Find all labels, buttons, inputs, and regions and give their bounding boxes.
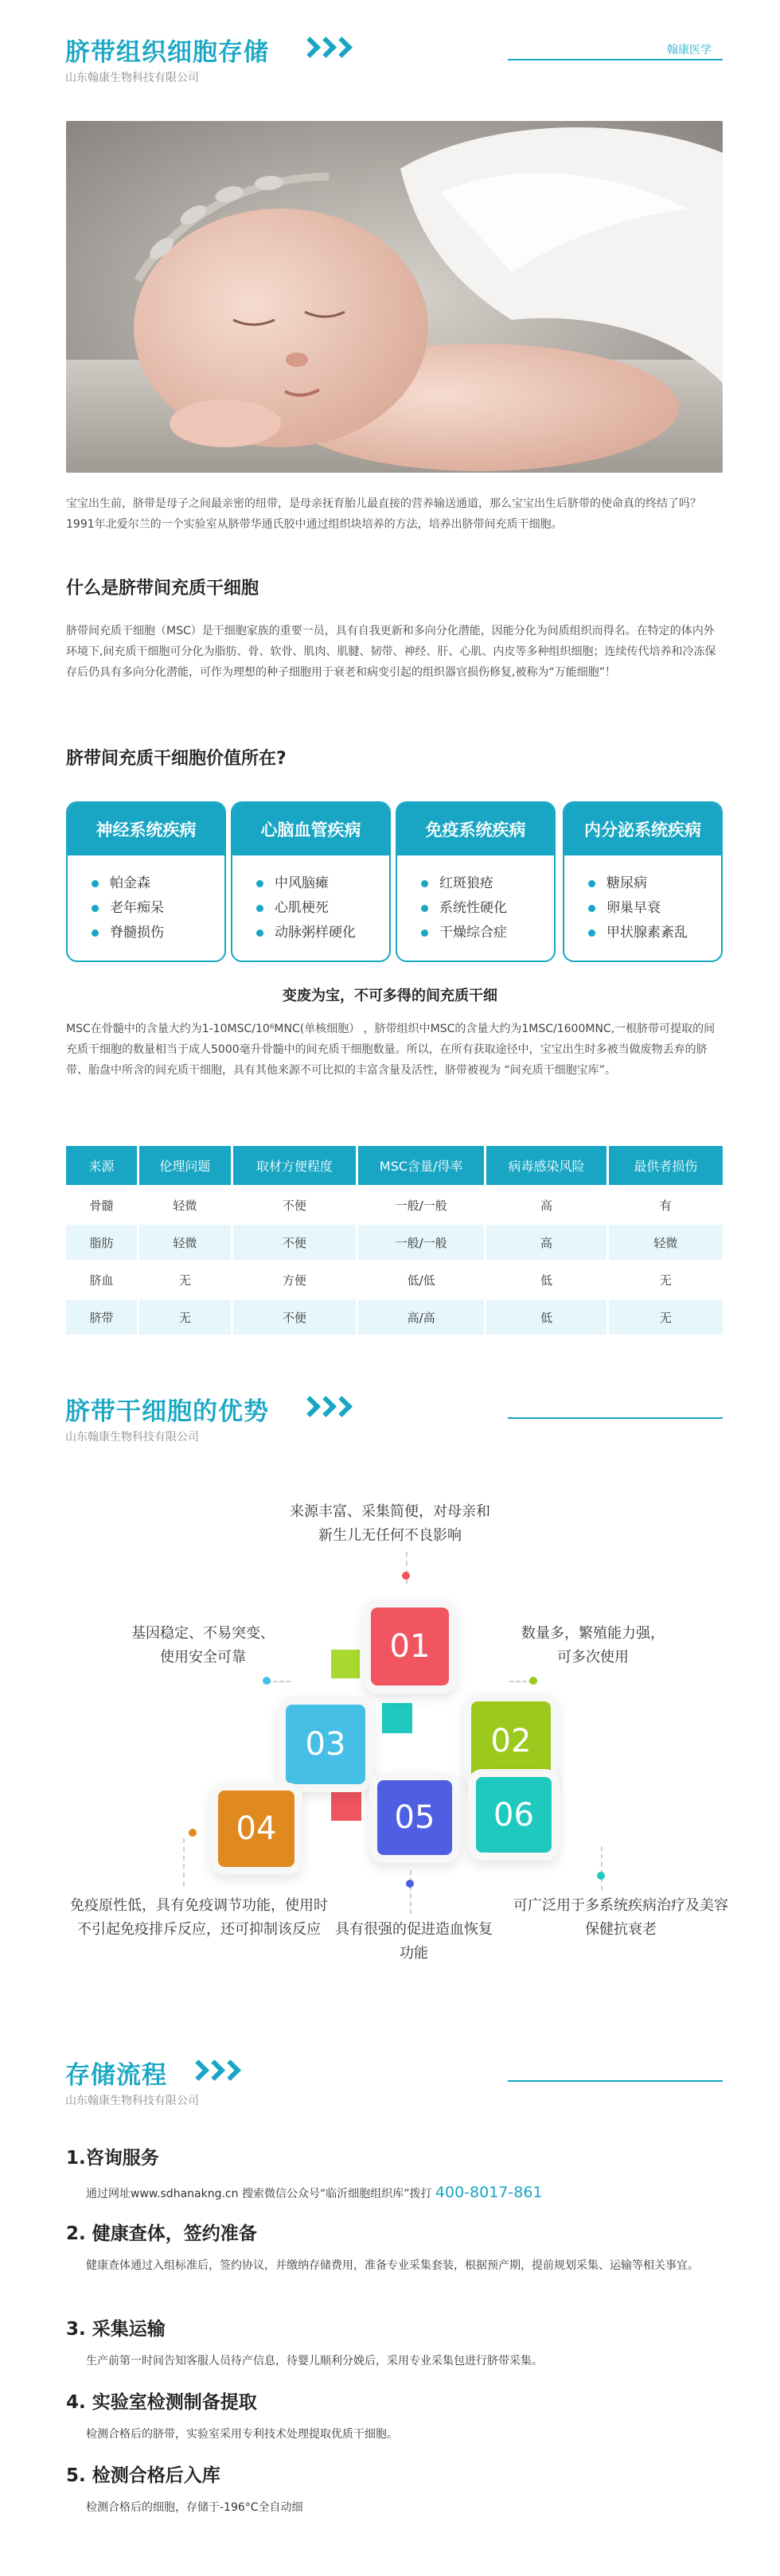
card-item: 糖尿病 xyxy=(588,871,721,896)
table-header-cell: MSC含量/得率 xyxy=(358,1146,484,1185)
table-cell: 骨髓 xyxy=(66,1187,137,1222)
table-cell: 一般/一般 xyxy=(358,1187,484,1222)
table-row xyxy=(66,1300,723,1335)
table-header-cell: 来源 xyxy=(66,1146,137,1185)
card-item: 心肌梗死 xyxy=(256,896,389,921)
advantage-tile-06 xyxy=(476,1777,552,1853)
chevrons-decoration xyxy=(302,37,350,59)
table-header-row xyxy=(66,1146,723,1185)
table-cell: 脐血 xyxy=(66,1262,137,1297)
connector-line xyxy=(410,1870,411,1914)
value-heading: 脐带间充质干细胞价值所在? xyxy=(66,749,287,769)
card-title: 内分泌系统疾病 xyxy=(564,803,721,855)
advantage-text-6: 可广泛用于多系统疾病治疗及美容保健抗衰老 xyxy=(513,1897,728,1938)
advantage-text-2: 数量多，繁殖能力强，可多次使用 xyxy=(521,1625,665,1666)
phone-number[interactable]: 400-8017-861 xyxy=(435,2184,543,2201)
connector-dot xyxy=(263,1677,271,1685)
step-text: 检测合格后的细胞，存储于-196°C全自动细 xyxy=(86,2501,303,2514)
step-text: 健康查体通过入组标准后，签约协议，并缴纳存储费用，准备专业采集套装，根据预产期，提前规划采集、运输等相关事宜。 xyxy=(86,2259,699,2272)
card-item: 红斑狼疮 xyxy=(421,871,554,896)
bullet-dot-icon xyxy=(588,905,595,912)
step-title: 5. 检测合格后入库 xyxy=(66,2465,220,2486)
bullet-dot-icon xyxy=(588,929,595,937)
table-cell: 有 xyxy=(609,1187,723,1222)
bullet-dot-icon xyxy=(92,905,99,912)
comparison-table xyxy=(64,1144,725,1337)
sleeping-baby-photo xyxy=(66,121,723,473)
table-cell: 无 xyxy=(139,1300,231,1335)
chevron-right-icon xyxy=(334,37,350,56)
process-title: 存储流程 xyxy=(65,2061,167,2090)
company-name: 山东翰康生物科技有限公司 xyxy=(65,72,199,84)
step-title: 1.咨询服务 xyxy=(66,2148,159,2169)
table-cell: 无 xyxy=(139,1262,231,1297)
bullet-dot-icon xyxy=(421,880,428,887)
card-title: 免疫系统疾病 xyxy=(397,803,554,855)
advantage-tile-02 xyxy=(471,1701,551,1781)
table-header-cell: 病毒感染风险 xyxy=(486,1146,606,1185)
advantage-tile-05 xyxy=(377,1780,452,1855)
advantages-company: 山东翰康生物科技有限公司 xyxy=(65,1431,199,1444)
tile-number: 03 xyxy=(305,1726,346,1763)
connector-dot xyxy=(529,1677,537,1685)
table-cell: 不便 xyxy=(233,1300,356,1335)
table-row xyxy=(66,1187,723,1222)
bullet-dot-icon xyxy=(92,880,99,887)
table-row xyxy=(66,1225,723,1260)
bullet-dot-icon xyxy=(256,905,263,912)
advantage-text-5: 具有很强的促进造血恢复功能 xyxy=(335,1921,493,1962)
table-header-cell: 取材方便程度 xyxy=(233,1146,356,1185)
what-is-heading: 什么是脐带间充质干细胞 xyxy=(66,579,259,598)
step-text: 通过网址www.sdhanakng.cn 搜索微信公众号“临沂细胞组织库”拨打 400-8017-861 xyxy=(86,2184,543,2201)
table-cell: 高/高 xyxy=(358,1300,484,1335)
card-item: 老年痴呆 xyxy=(92,896,224,921)
chevron-right-icon xyxy=(223,2060,239,2079)
tile-number: 06 xyxy=(493,1796,534,1834)
decorative-square xyxy=(382,1703,412,1733)
card-item: 干燥综合症 xyxy=(421,921,554,945)
table-cell: 不便 xyxy=(233,1225,356,1260)
table-cell: 高 xyxy=(486,1225,606,1260)
connector-dot xyxy=(189,1829,197,1837)
value-card-endocrine xyxy=(563,801,723,962)
tile-number: 05 xyxy=(394,1799,435,1836)
table-row xyxy=(66,1262,723,1297)
table-cell: 一般/一般 xyxy=(358,1225,484,1260)
advantages-rule xyxy=(508,1417,723,1419)
table-cell: 方便 xyxy=(233,1262,356,1297)
table-cell: 低 xyxy=(486,1262,606,1297)
card-item: 脊髓损伤 xyxy=(92,921,224,945)
step-title: 2. 健康查体，签约准备 xyxy=(66,2223,257,2244)
connector-line xyxy=(183,1838,185,1886)
connector-line xyxy=(601,1846,603,1890)
card-item: 系统性硬化 xyxy=(421,896,554,921)
decorative-square xyxy=(331,1791,361,1821)
header-rule xyxy=(508,59,723,60)
table-cell: 高 xyxy=(486,1187,606,1222)
what-is-paragraph: 脐带间充质干细胞（MSC）是干细胞家族的重要一员，具有自我更新和多向分化潜能，因能分化为间质组织而得名。在特定的体内外环境下,间充质干细胞可分化为脂肪、骨、软骨、肌肉、肌腱、韧带、神经、肝、心肌、内皮等多种组织细胞；连续传代培养和冷冻保存后仍具有多向分化潜能，可作为理想的种子细胞用于衰老和病变引起的组织器官损伤修复,被称为“万能细胞”！ xyxy=(66,625,716,679)
table-cell: 轻微 xyxy=(609,1225,723,1260)
table-cell: 低/低 xyxy=(358,1262,484,1297)
chevron-right-icon xyxy=(334,1396,350,1415)
card-item: 中风脑瘫 xyxy=(256,871,389,896)
table-cell: 无 xyxy=(609,1300,723,1335)
table-header-cell: 伦理问题 xyxy=(139,1146,231,1185)
advantage-tile-04 xyxy=(218,1791,294,1867)
card-item: 甲状腺素紊乱 xyxy=(588,921,721,945)
page-title: 脐带组织细胞存储 xyxy=(65,38,269,67)
tile-number: 02 xyxy=(490,1723,532,1760)
bullet-dot-icon xyxy=(92,929,99,937)
table-cell: 脂肪 xyxy=(66,1225,137,1260)
advantage-text-3: 基因稳定、不易突变、使用安全可靠 xyxy=(131,1625,275,1666)
connector-dot xyxy=(402,1572,410,1580)
table-cell: 轻微 xyxy=(139,1187,231,1222)
card-item: 卵巢早衰 xyxy=(588,896,721,921)
bullet-dot-icon xyxy=(421,929,428,937)
card-title: 心脑血管疾病 xyxy=(232,803,389,855)
bullet-dot-icon xyxy=(421,905,428,912)
step-text: 生产前第一时间告知客服人员待产信息，待婴儿顺利分娩后，采用专业采集包进行脐带采集。 xyxy=(86,2355,543,2368)
value-card-cardio xyxy=(231,801,391,962)
process-rule xyxy=(508,2080,723,2082)
chevrons-decoration xyxy=(302,1396,350,1418)
card-item: 动脉粥样硬化 xyxy=(256,921,389,945)
bullet-dot-icon xyxy=(588,880,595,887)
table-cell: 无 xyxy=(609,1262,723,1297)
value-card-immune xyxy=(396,801,556,962)
decorative-square xyxy=(331,1650,360,1678)
table-cell: 不便 xyxy=(233,1187,356,1222)
brand-label: 翰康医学 xyxy=(667,44,712,57)
tile-number: 01 xyxy=(389,1628,431,1665)
table-cell: 低 xyxy=(486,1300,606,1335)
advantage-text-1: 来源丰富、采集简便，对母亲和新生儿无任何不良影响 xyxy=(290,1503,490,1544)
step-text: 检测合格后的脐带，实验室采用专利技术处理提取优质干细胞。 xyxy=(86,2428,398,2441)
card-item: 帕金森 xyxy=(92,871,224,896)
bullet-dot-icon xyxy=(256,880,263,887)
table-cell: 脐带 xyxy=(66,1300,137,1335)
connector-dot xyxy=(597,1872,605,1880)
value-subheading: 变废为宝，不可多得的间充质干细 xyxy=(283,988,497,1004)
advantages-title: 脐带干细胞的优势 xyxy=(65,1397,269,1426)
advantage-text-4: 免疫原性低，具有免疫调节功能，使用时不引起免疫排斥反应，还可抑制该反应 xyxy=(70,1897,328,1938)
table-cell: 轻微 xyxy=(139,1225,231,1260)
advantage-tile-03 xyxy=(286,1705,365,1784)
bullet-dot-icon xyxy=(256,929,263,937)
value-paragraph: MSC在骨髓中的含量大约为1-10MSC/10⁶MNC(单核细胞） ，脐带组织中MSC的含量大约为1MSC/1600MNC,一根脐带可提取的间充质干细胞的数量相当于成人5000毫升骨髓中的间充质干细胞数量。所以，在所有获取途径中，宝宝出生时多被当做废物丢弃的脐带、胎盘中所含的间充质干细胞，具有其他来源不可比拟的丰富含量及活性，脐带被视为 “间充质干细胞宝库”。 xyxy=(66,1023,716,1077)
table-header-cell: 最供者损伤 xyxy=(609,1146,723,1185)
connector-dot xyxy=(406,1880,414,1888)
step-title: 4. 实验室检测制备提取 xyxy=(66,2392,257,2413)
tile-number: 04 xyxy=(236,1810,277,1847)
step-title: 3. 采集运输 xyxy=(66,2319,166,2340)
intro-paragraph: 宝宝出生前，脐带是母子之间最亲密的纽带，是母亲抚育胎儿最直接的营养输送通道，那么宝宝出生后脐带的使命真的终结了吗？ 1991年北爱尔兰的一个实验室从脐带华通氏胶中通过组织块培养的方法，培养出脐带间充质干细胞。 xyxy=(66,497,701,531)
card-title: 神经系统疾病 xyxy=(68,803,224,855)
advantage-tile-01 xyxy=(371,1608,449,1686)
chevrons-decoration xyxy=(191,2060,239,2082)
process-company: 山东翰康生物科技有限公司 xyxy=(65,2095,199,2107)
value-card-neuro xyxy=(66,801,226,962)
